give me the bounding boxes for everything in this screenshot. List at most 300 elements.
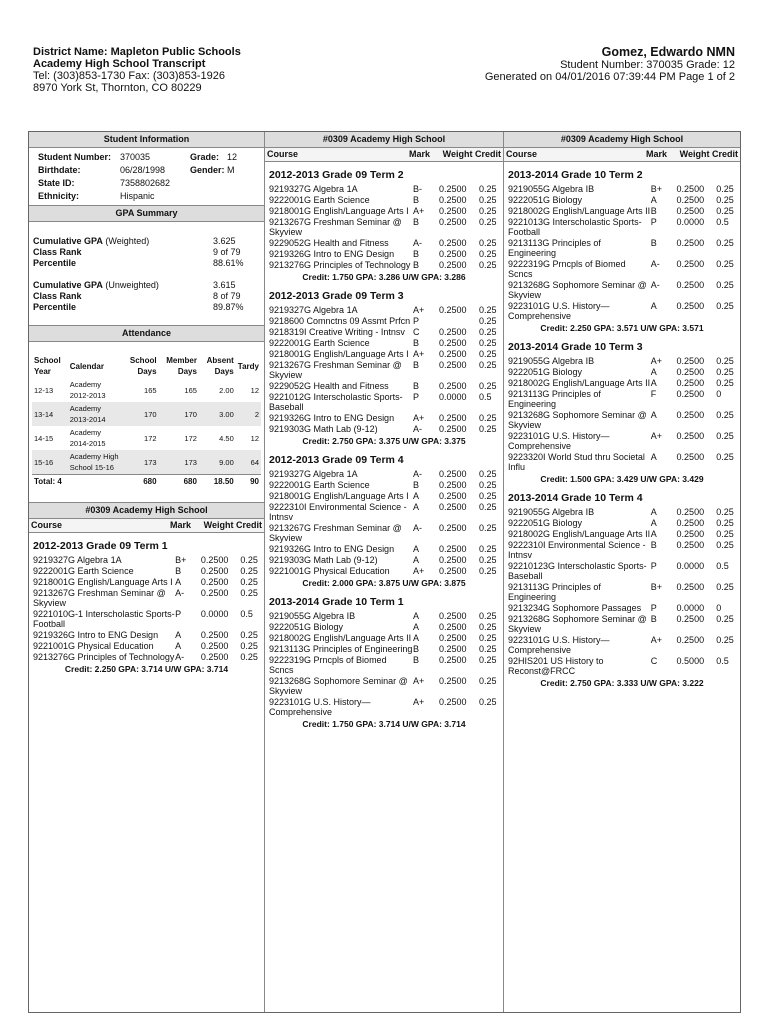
mark-header: Mark (646, 149, 668, 159)
course-weight (439, 316, 479, 326)
course-mark: B+ (175, 555, 187, 565)
course-name: 9218002G English/Language Arts II (508, 529, 651, 539)
course-credit: 0.25 (479, 644, 497, 654)
attendance-cell: 173 (159, 450, 199, 475)
attendance-row (32, 378, 261, 402)
attendance-section (29, 342, 264, 494)
term-title: 2012-2013 Grade 09 Term 2 (269, 169, 404, 181)
course-mark: A+ (413, 413, 425, 423)
course-weight: 0.2500 (200, 577, 229, 587)
course-weight: 0.2500 (439, 523, 467, 533)
gpa-summary-title: GPA Summary (29, 205, 264, 222)
term-credit-summary: Credit: 1.750 GPA: 3.714 U/W GPA: 3.714 (302, 719, 466, 729)
course-credit: 0.25 (479, 502, 497, 512)
course-mark: A (413, 611, 420, 621)
course-row (504, 378, 740, 389)
course-row (265, 381, 503, 392)
course-row (265, 491, 503, 502)
state-id-value: 7358802682 (120, 178, 171, 188)
course-name: 9218600 Comnctns 09 Assmt Prfcn (269, 316, 411, 326)
course-credit: 0.25 (716, 410, 734, 420)
course-credit: 0.25 (479, 622, 497, 632)
course-weight: 0.5000 (676, 656, 705, 666)
course-mark: A- (413, 523, 422, 533)
class-rank-label: Class Rank (33, 291, 82, 301)
course-name: 9218001G English/Language Arts I (33, 577, 173, 587)
generated-line: Generated on 04/01/2016 07:39:44 PM Page 1 of 2 (484, 71, 735, 83)
course-credit: 0.25 (716, 635, 734, 645)
course-credit: 0.25 (479, 480, 497, 490)
course-credit: 0.25 (479, 491, 497, 501)
course-mark: B (413, 217, 420, 227)
term-title: 2013-2014 Grade 10 Term 2 (508, 169, 643, 181)
course-name: 9223101G U.S. History—Comprehensive (508, 635, 610, 655)
course-row (265, 611, 503, 622)
course-weight: 0.2500 (676, 378, 705, 388)
course-name: 9229052G Health and Fitness (269, 381, 389, 391)
course-name: 9223320I World Stud thru Societal Influ (508, 452, 645, 472)
course-mark: A (413, 622, 420, 632)
weight-credit-header: Weight Credit (203, 520, 262, 530)
course-credit: 0.25 (240, 630, 258, 640)
course-name: 9213267G Freshman Seminar @ Skyview (33, 588, 166, 608)
attendance-row (32, 426, 261, 450)
course-name: 9213267G Freshman Seminar @ Skyview (269, 360, 402, 380)
state-id-label: State ID: (38, 178, 75, 188)
attendance-total-cell: 90 (236, 475, 261, 489)
course-name: 9213267G Freshman Seminar @ Skyview (269, 523, 402, 543)
course-credit: 0.25 (479, 566, 497, 576)
ethnicity-label: Ethnicity: (38, 191, 80, 201)
gender-value: M (227, 165, 235, 175)
course-weight: 0.2500 (200, 555, 229, 565)
course-school-title: #0309 Academy High School (504, 132, 740, 148)
course-row (265, 644, 503, 655)
gender-label: Gender: (190, 165, 225, 175)
course-row (265, 697, 503, 718)
course-credit: 0.25 (716, 301, 734, 311)
course-mark: P (413, 392, 420, 402)
course-credit: 0.25 (479, 469, 497, 479)
term-block (265, 170, 503, 283)
middle-column (265, 132, 503, 730)
weighted-class-rank: 9 of 79 (213, 247, 241, 257)
term-block (504, 342, 740, 485)
attendance-total-cell: 680 (122, 475, 158, 489)
course-credit: 0.25 (240, 588, 258, 598)
course-weight: 0.2500 (676, 195, 705, 205)
course-weight: 0.2500 (439, 195, 467, 205)
course-mark: C (650, 656, 658, 666)
course-mark: B (413, 360, 420, 370)
course-credit: 0.25 (479, 316, 497, 326)
course-row (265, 316, 503, 327)
term-block (29, 541, 264, 675)
course-weight: 0.2500 (676, 452, 705, 462)
course-weight: 0.2500 (439, 502, 467, 512)
course-name: 9221012G Interscholastic Sports-Baseball (269, 392, 403, 412)
grade-label: Grade: (190, 152, 220, 162)
course-weight: 0.2500 (439, 697, 467, 707)
course-name: 9222051G Biology (508, 195, 583, 205)
course-weight: 0.2500 (439, 305, 467, 315)
course-mark: B (650, 238, 657, 248)
course-weight: 0.2500 (439, 360, 467, 370)
term-title: 2012-2013 Grade 09 Term 4 (269, 454, 404, 466)
course-credit: 0.25 (716, 507, 734, 517)
course-name: 9219303G Math Lab (9-12) (269, 424, 378, 434)
course-credit: 0.25 (240, 566, 258, 576)
term-credit-summary: Credit: 2.250 GPA: 3.714 U/W GPA: 3.714 (64, 664, 229, 674)
course-name: 9219055G Algebra IB (508, 507, 595, 517)
unweighted-note: (Unweighted) (105, 280, 159, 290)
course-name: 9218001G English/Language Arts I (269, 349, 409, 359)
course-name: 9221001G Physical Education (33, 641, 154, 651)
course-mark: A (650, 529, 657, 539)
course-weight: 0.0000 (676, 561, 705, 571)
course-mark: B (650, 206, 657, 216)
term-credit-summary: Credit: 2.750 GPA: 3.333 U/W GPA: 3.222 (540, 678, 704, 688)
course-credit: 0.25 (479, 424, 497, 434)
course-weight: 0.2500 (676, 614, 705, 624)
course-name: 92HIS201 US History to Reconst@FRCC (508, 656, 604, 676)
course-mark: A (413, 491, 420, 501)
course-name: 9223101G U.S. History—Comprehensive (508, 431, 610, 451)
course-name: 9219327G Algebra 1A (269, 305, 358, 315)
course-mark: B (413, 655, 420, 665)
attendance-cell: 173 (122, 450, 158, 475)
course-weight: 0.2500 (439, 206, 467, 216)
course-row (265, 655, 503, 676)
course-weight: 0.2500 (439, 655, 467, 665)
course-mark: A (650, 378, 657, 388)
course-row (504, 259, 740, 280)
course-credit: 0.25 (240, 555, 258, 565)
attendance-total-cell: Total: 4 (32, 475, 68, 489)
course-mark: P (650, 217, 657, 227)
course-weight: 0.2500 (439, 184, 467, 194)
course-weight: 0.2500 (676, 206, 705, 216)
weighted-percentile: 88.61% (213, 258, 244, 268)
course-list-col2 (265, 170, 503, 730)
attendance-cell: Academy 2014-2015 (69, 428, 106, 448)
term-title: 2013-2014 Grade 10 Term 3 (508, 341, 643, 353)
course-weight: 0.2500 (439, 424, 467, 434)
course-mark: B (650, 540, 657, 550)
course-credit: 0.5 (716, 561, 729, 571)
course-name: 9219055G Algebra IB (508, 356, 595, 366)
course-weight: 0.2500 (676, 280, 705, 290)
course-row (504, 280, 740, 301)
attendance-col-header: School Days (129, 356, 157, 376)
attendance-cell: 15-16 (32, 450, 68, 475)
attendance-col-header: Member Days (166, 356, 197, 376)
course-mark: A+ (413, 305, 425, 315)
course-mark: B (413, 381, 420, 391)
course-mark: A (650, 195, 657, 205)
course-credit: 0.25 (479, 338, 497, 348)
course-mark: A (413, 555, 420, 565)
course-credit: 0.25 (716, 206, 734, 216)
course-weight: 0.2500 (439, 622, 467, 632)
course-credit: 0.25 (479, 349, 497, 359)
term-block (504, 170, 740, 334)
course-weight: 0.2500 (439, 238, 467, 248)
term-credit-summary: Credit: 1.500 GPA: 3.429 U/W GPA: 3.429 (540, 474, 704, 484)
course-weight: 0.2500 (439, 544, 467, 554)
course-mark: B (413, 260, 420, 270)
attendance-cell: 12-13 (34, 385, 54, 395)
course-credit: 0.25 (716, 529, 734, 539)
term-title: 2012-2013 Grade 09 Term 3 (269, 290, 404, 302)
course-row (504, 635, 740, 656)
attendance-cell: 9.00 (199, 450, 236, 475)
course-credit: 0.25 (716, 452, 734, 462)
course-credit: 0.25 (479, 195, 497, 205)
course-row (265, 502, 503, 523)
birthdate-value: 06/28/1998 (120, 165, 166, 175)
student-info-title: Student Information (29, 132, 264, 148)
course-weight: 0.2500 (439, 480, 467, 490)
course-row (265, 249, 503, 260)
weight-credit-header: Weight Credit (442, 149, 501, 159)
course-credit: 0.25 (479, 238, 497, 248)
course-credit: 0.25 (479, 697, 497, 707)
course-name: 9222051G Biology (508, 367, 583, 377)
course-name: 9223101G U.S. History—Comprehensive (269, 697, 371, 717)
course-weight: 0.2500 (676, 367, 705, 377)
course-name: 9218319I Creative Writing - Intnsv (269, 327, 405, 337)
course-weight: 0.2500 (676, 184, 705, 194)
course-name: 9213267G Freshman Seminar @ Skyview (269, 217, 402, 237)
course-row (265, 349, 503, 360)
course-weight: 0.2500 (676, 540, 705, 550)
course-name: 9213113G Principles of Engineering (508, 238, 601, 258)
course-credit: 0.25 (479, 360, 497, 370)
course-name: 9218001G English/Language Arts I (269, 206, 409, 216)
course-weight: 0.2500 (200, 588, 229, 598)
right-column (504, 132, 740, 689)
course-header: Course (506, 149, 538, 159)
course-name: 92210123G Interscholastic Sports-Baseball (508, 561, 647, 581)
course-name: 9219326G Intro to ENG Design (269, 249, 395, 259)
course-credit: 0 (716, 603, 722, 613)
course-weight: 0.2500 (200, 652, 229, 662)
course-row (265, 305, 503, 316)
course-row (504, 410, 740, 431)
course-mark: A- (650, 259, 660, 269)
attendance-cell: Academy 2013-2014 (68, 402, 122, 426)
course-mark: B+ (650, 582, 663, 592)
course-credit: 0.25 (479, 206, 497, 216)
course-credit: 0.5 (716, 217, 729, 227)
attendance-title: Attendance (29, 325, 264, 342)
course-credit: 0.25 (479, 413, 497, 423)
course-credit: 0 (716, 389, 722, 399)
attendance-cell: 12 (250, 385, 259, 395)
course-name: 9222001G Earth Science (269, 338, 370, 348)
course-row (504, 238, 740, 259)
course-credit: 0.25 (479, 327, 497, 337)
course-mark: P (650, 603, 657, 613)
attendance-cell: 170 (159, 402, 199, 426)
unweighted-percentile: 89.87% (213, 302, 244, 312)
course-row (29, 588, 264, 609)
gpa-summary (29, 222, 264, 325)
weighted-gpa-value: 3.625 (213, 236, 236, 246)
attendance-row (32, 450, 261, 475)
course-mark: A (413, 633, 420, 643)
course-mark: P (413, 316, 420, 326)
ethnicity-value: Hispanic (120, 191, 155, 201)
cumulative-gpa-label: Cumulative GPA (33, 280, 103, 290)
attendance-cell: Academy High School 15-16 (68, 450, 122, 475)
course-mark: C (413, 327, 420, 337)
course-name: 9213268G Sophomore Seminar @ Skyview (508, 614, 647, 634)
course-row (265, 217, 503, 238)
course-school-title: #0309 Academy High School (29, 502, 264, 519)
attendance-total-cell: 18.50 (199, 475, 236, 489)
course-row (265, 413, 503, 424)
course-credit: 0.25 (479, 305, 497, 315)
course-weight: 0.2500 (439, 611, 467, 621)
course-name: 9222051G Biology (269, 622, 344, 632)
course-mark: A- (413, 238, 422, 248)
course-row (504, 656, 740, 677)
course-mark: F (650, 389, 657, 399)
course-mark: A (650, 367, 657, 377)
course-weight: 0.2500 (676, 529, 705, 539)
course-row (504, 431, 740, 452)
course-mark: A (413, 502, 420, 512)
term-block (265, 291, 503, 447)
course-mark: A- (175, 588, 185, 598)
course-credit: 0.5 (716, 656, 729, 666)
course-column-header (265, 148, 503, 162)
school-phone: Tel: (303)853-1730 Fax: (303)853-1926 (33, 70, 226, 82)
term-block (504, 493, 740, 689)
course-credit: 0.25 (479, 633, 497, 643)
course-row (265, 469, 503, 480)
course-mark: A+ (650, 635, 663, 645)
course-credit: 0.25 (479, 381, 497, 391)
course-mark: A- (650, 280, 660, 290)
course-mark: A- (413, 469, 422, 479)
course-weight: 0.2500 (439, 644, 467, 654)
course-mark: A (650, 507, 657, 517)
weighted-note: (Weighted) (105, 236, 150, 246)
school-address: 8970 York St, Thornton, CO 80229 (33, 82, 202, 94)
course-mark: B (413, 249, 420, 259)
course-credit: 0.25 (479, 611, 497, 621)
course-weight: 0.2500 (439, 469, 467, 479)
course-weight: 0.2500 (676, 238, 705, 248)
course-row (504, 582, 740, 603)
course-name: 9213276G Principles of Technology (33, 652, 175, 662)
term-credit-summary: Credit: 2.750 GPA: 3.375 U/W GPA: 3.375 (302, 436, 466, 446)
course-credit: 0.25 (479, 184, 497, 194)
course-row (265, 206, 503, 217)
course-name: 9222051G Biology (508, 518, 583, 528)
course-credit: 0.25 (479, 523, 497, 533)
course-weight: 0.2500 (676, 635, 705, 645)
attendance-col-header: Absent Days (206, 356, 234, 376)
course-mark: A (650, 410, 657, 420)
course-row (504, 217, 740, 238)
attendance-total-row (32, 475, 261, 489)
attendance-cell: Academy 2012-2013 (69, 380, 106, 400)
birthdate-label: Birthdate: (38, 165, 81, 175)
course-weight: 0.2500 (439, 676, 467, 686)
course-name: 9222319G Prncpls of Biomed Scncs (508, 259, 626, 279)
course-weight: 0.2500 (439, 633, 467, 643)
course-name: 9222001G Earth Science (269, 195, 370, 205)
student-number-label: Student Number: (38, 152, 111, 162)
course-name: 9213113G Principles of Engineering (508, 389, 601, 409)
course-row (504, 603, 740, 614)
course-name: 9219055G Algebra IB (269, 611, 356, 621)
course-credit: 0.25 (479, 217, 497, 227)
course-row (504, 206, 740, 217)
course-credit: 0.25 (716, 259, 734, 269)
course-mark: B (413, 480, 420, 490)
course-mark: A- (413, 424, 422, 434)
course-credit: 0.25 (716, 518, 734, 528)
course-row (504, 614, 740, 635)
course-credit: 0.25 (479, 555, 497, 565)
attendance-cell: 13-14 (32, 402, 68, 426)
course-name: 9222001G Earth Science (33, 566, 134, 576)
course-name: 9213268G Sophomore Seminar @ Skyview (508, 280, 647, 300)
course-row (29, 566, 264, 577)
student-header (485, 46, 735, 83)
attendance-total-cell: 680 (159, 475, 199, 489)
course-row (504, 540, 740, 561)
attendance-cell: 170 (122, 402, 158, 426)
course-weight: 0.2500 (676, 507, 705, 517)
course-credit: 0.5 (240, 609, 253, 619)
course-credit: 0.25 (240, 577, 258, 587)
course-row (504, 529, 740, 540)
course-name: 9219055G Algebra IB (508, 184, 595, 194)
course-mark: A+ (650, 431, 663, 441)
school-header (33, 46, 241, 94)
course-mark: B+ (650, 184, 663, 194)
attendance-cell: 12 (250, 433, 259, 443)
course-weight: 0.2500 (439, 338, 467, 348)
course-mark: A+ (413, 206, 425, 216)
course-weight: 0.2500 (676, 301, 705, 311)
course-row (265, 327, 503, 338)
course-weight: 0.2500 (676, 259, 705, 269)
course-mark: A (175, 641, 182, 651)
course-row (265, 480, 503, 491)
attendance-col-header: Calendar (69, 361, 104, 371)
term-title: 2013-2014 Grade 10 Term 4 (508, 492, 643, 504)
course-row (504, 389, 740, 410)
unweighted-gpa-value: 3.615 (213, 280, 236, 290)
course-weight: 0.2500 (676, 431, 705, 441)
course-mark: P (175, 609, 182, 619)
course-credit: 0.25 (716, 582, 734, 592)
course-credit: 0.25 (479, 260, 497, 270)
course-row (504, 184, 740, 195)
term-block (265, 455, 503, 589)
percentile-label: Percentile (33, 258, 77, 268)
course-name: 9219327G Algebra 1A (269, 184, 358, 194)
course-mark: A+ (413, 349, 425, 359)
course-weight: 0.0000 (676, 217, 705, 227)
